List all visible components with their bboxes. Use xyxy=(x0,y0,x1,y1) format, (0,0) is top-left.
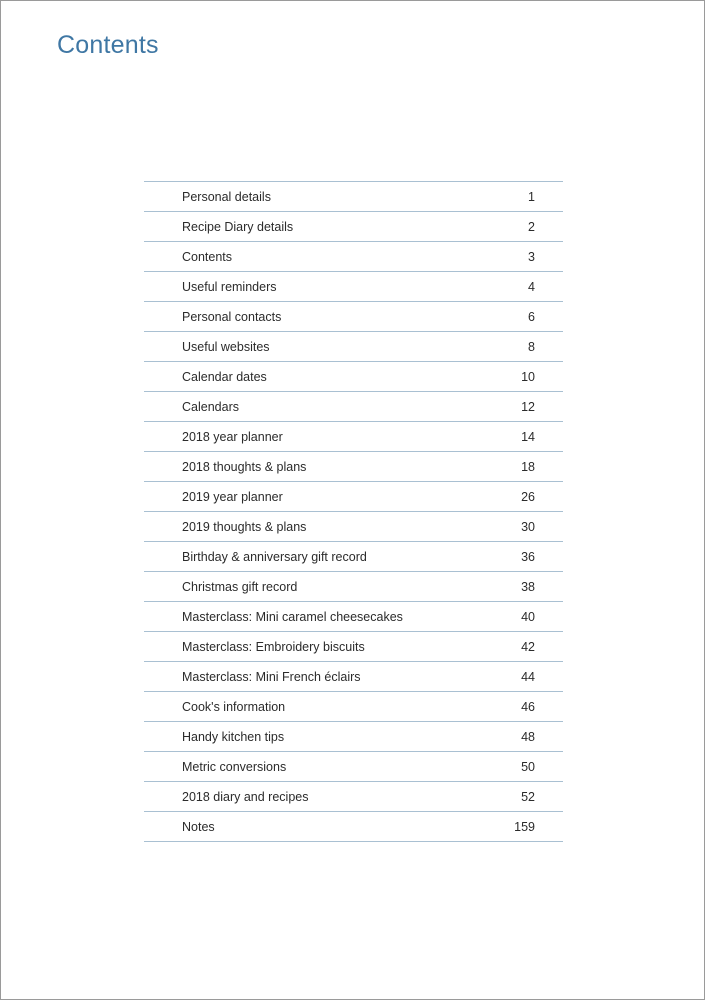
toc-entry-page: 52 xyxy=(521,789,535,804)
toc-entry-label: Masterclass: Embroidery biscuits xyxy=(182,639,365,654)
toc-entry-page: 26 xyxy=(521,489,535,504)
toc-row xyxy=(144,602,563,632)
toc-entry-page: 12 xyxy=(521,399,535,414)
toc-entry-label: Calendars xyxy=(182,399,239,414)
toc-entry-page: 38 xyxy=(521,579,535,594)
toc-entry-label: Recipe Diary details xyxy=(182,219,294,234)
toc-entry-label: Masterclass: Mini French éclairs xyxy=(182,669,361,684)
toc-row xyxy=(144,392,563,422)
toc-entry-page: 6 xyxy=(528,309,535,324)
toc-row xyxy=(144,272,563,302)
toc-entry-label: Contents xyxy=(182,249,233,264)
toc-entry-page: 18 xyxy=(521,459,535,474)
toc-entry-page: 3 xyxy=(528,249,535,264)
toc-entry-label: Handy kitchen tips xyxy=(182,729,285,744)
toc-entry-label: 2018 thoughts & plans xyxy=(182,459,307,474)
toc-entry-page: 42 xyxy=(521,639,535,654)
toc-entry-page: 8 xyxy=(528,339,535,354)
toc-entry-label: 2018 diary and recipes xyxy=(182,789,309,804)
toc-row xyxy=(144,242,563,272)
toc-entry-page: 44 xyxy=(521,669,535,684)
toc-row xyxy=(144,482,563,512)
toc-entry-label: Useful websites xyxy=(182,339,270,354)
toc-row xyxy=(144,752,563,782)
toc-row xyxy=(144,512,563,542)
toc-entry-page: 159 xyxy=(514,819,535,834)
toc-entry-page: 1 xyxy=(528,189,535,204)
toc-row xyxy=(144,812,563,842)
toc-entry-page: 36 xyxy=(521,549,535,564)
toc-row xyxy=(144,572,563,602)
toc-entry-page: 46 xyxy=(521,699,535,714)
toc-row xyxy=(144,722,563,752)
toc-entry-page: 2 xyxy=(528,219,535,234)
toc-entry-label: 2019 thoughts & plans xyxy=(182,519,307,534)
page-title: Contents xyxy=(57,31,159,59)
toc-entry-label: Useful reminders xyxy=(182,279,277,294)
toc-entry-label: Metric conversions xyxy=(182,759,287,774)
toc-entry-page: 50 xyxy=(521,759,535,774)
toc-row xyxy=(144,692,563,722)
toc-entry-label: Personal contacts xyxy=(182,309,282,324)
toc-entry-page: 14 xyxy=(521,429,535,444)
toc-entry-page: 10 xyxy=(521,369,535,384)
toc-entry-label: Personal details xyxy=(182,189,271,204)
toc-entry-page: 40 xyxy=(521,609,535,624)
toc-entry-label: Cook's information xyxy=(182,699,286,714)
toc-entry-label: Christmas gift record xyxy=(182,579,298,594)
toc-row xyxy=(144,332,563,362)
toc-row xyxy=(144,182,563,212)
toc-row xyxy=(144,662,563,692)
toc-entry-label: Masterclass: Mini caramel cheesecakes xyxy=(182,609,403,624)
toc-row xyxy=(144,542,563,572)
toc-row xyxy=(144,212,563,242)
toc-row xyxy=(144,452,563,482)
toc-row xyxy=(144,302,563,332)
toc-entry-label: Notes xyxy=(182,819,215,834)
toc-entry-page: 48 xyxy=(521,729,535,744)
toc-row xyxy=(144,782,563,812)
toc-entry-label: Birthday & anniversary gift record xyxy=(182,549,367,564)
toc-entry-label: Calendar dates xyxy=(182,369,267,384)
toc-row xyxy=(144,632,563,662)
toc-row xyxy=(144,362,563,392)
toc-entry-label: 2019 year planner xyxy=(182,489,283,504)
toc-entry-page: 4 xyxy=(528,279,535,294)
toc-entry-label: 2018 year planner xyxy=(182,429,283,444)
table-of-contents xyxy=(144,181,563,842)
toc-entry-page: 30 xyxy=(521,519,535,534)
toc-row xyxy=(144,422,563,452)
